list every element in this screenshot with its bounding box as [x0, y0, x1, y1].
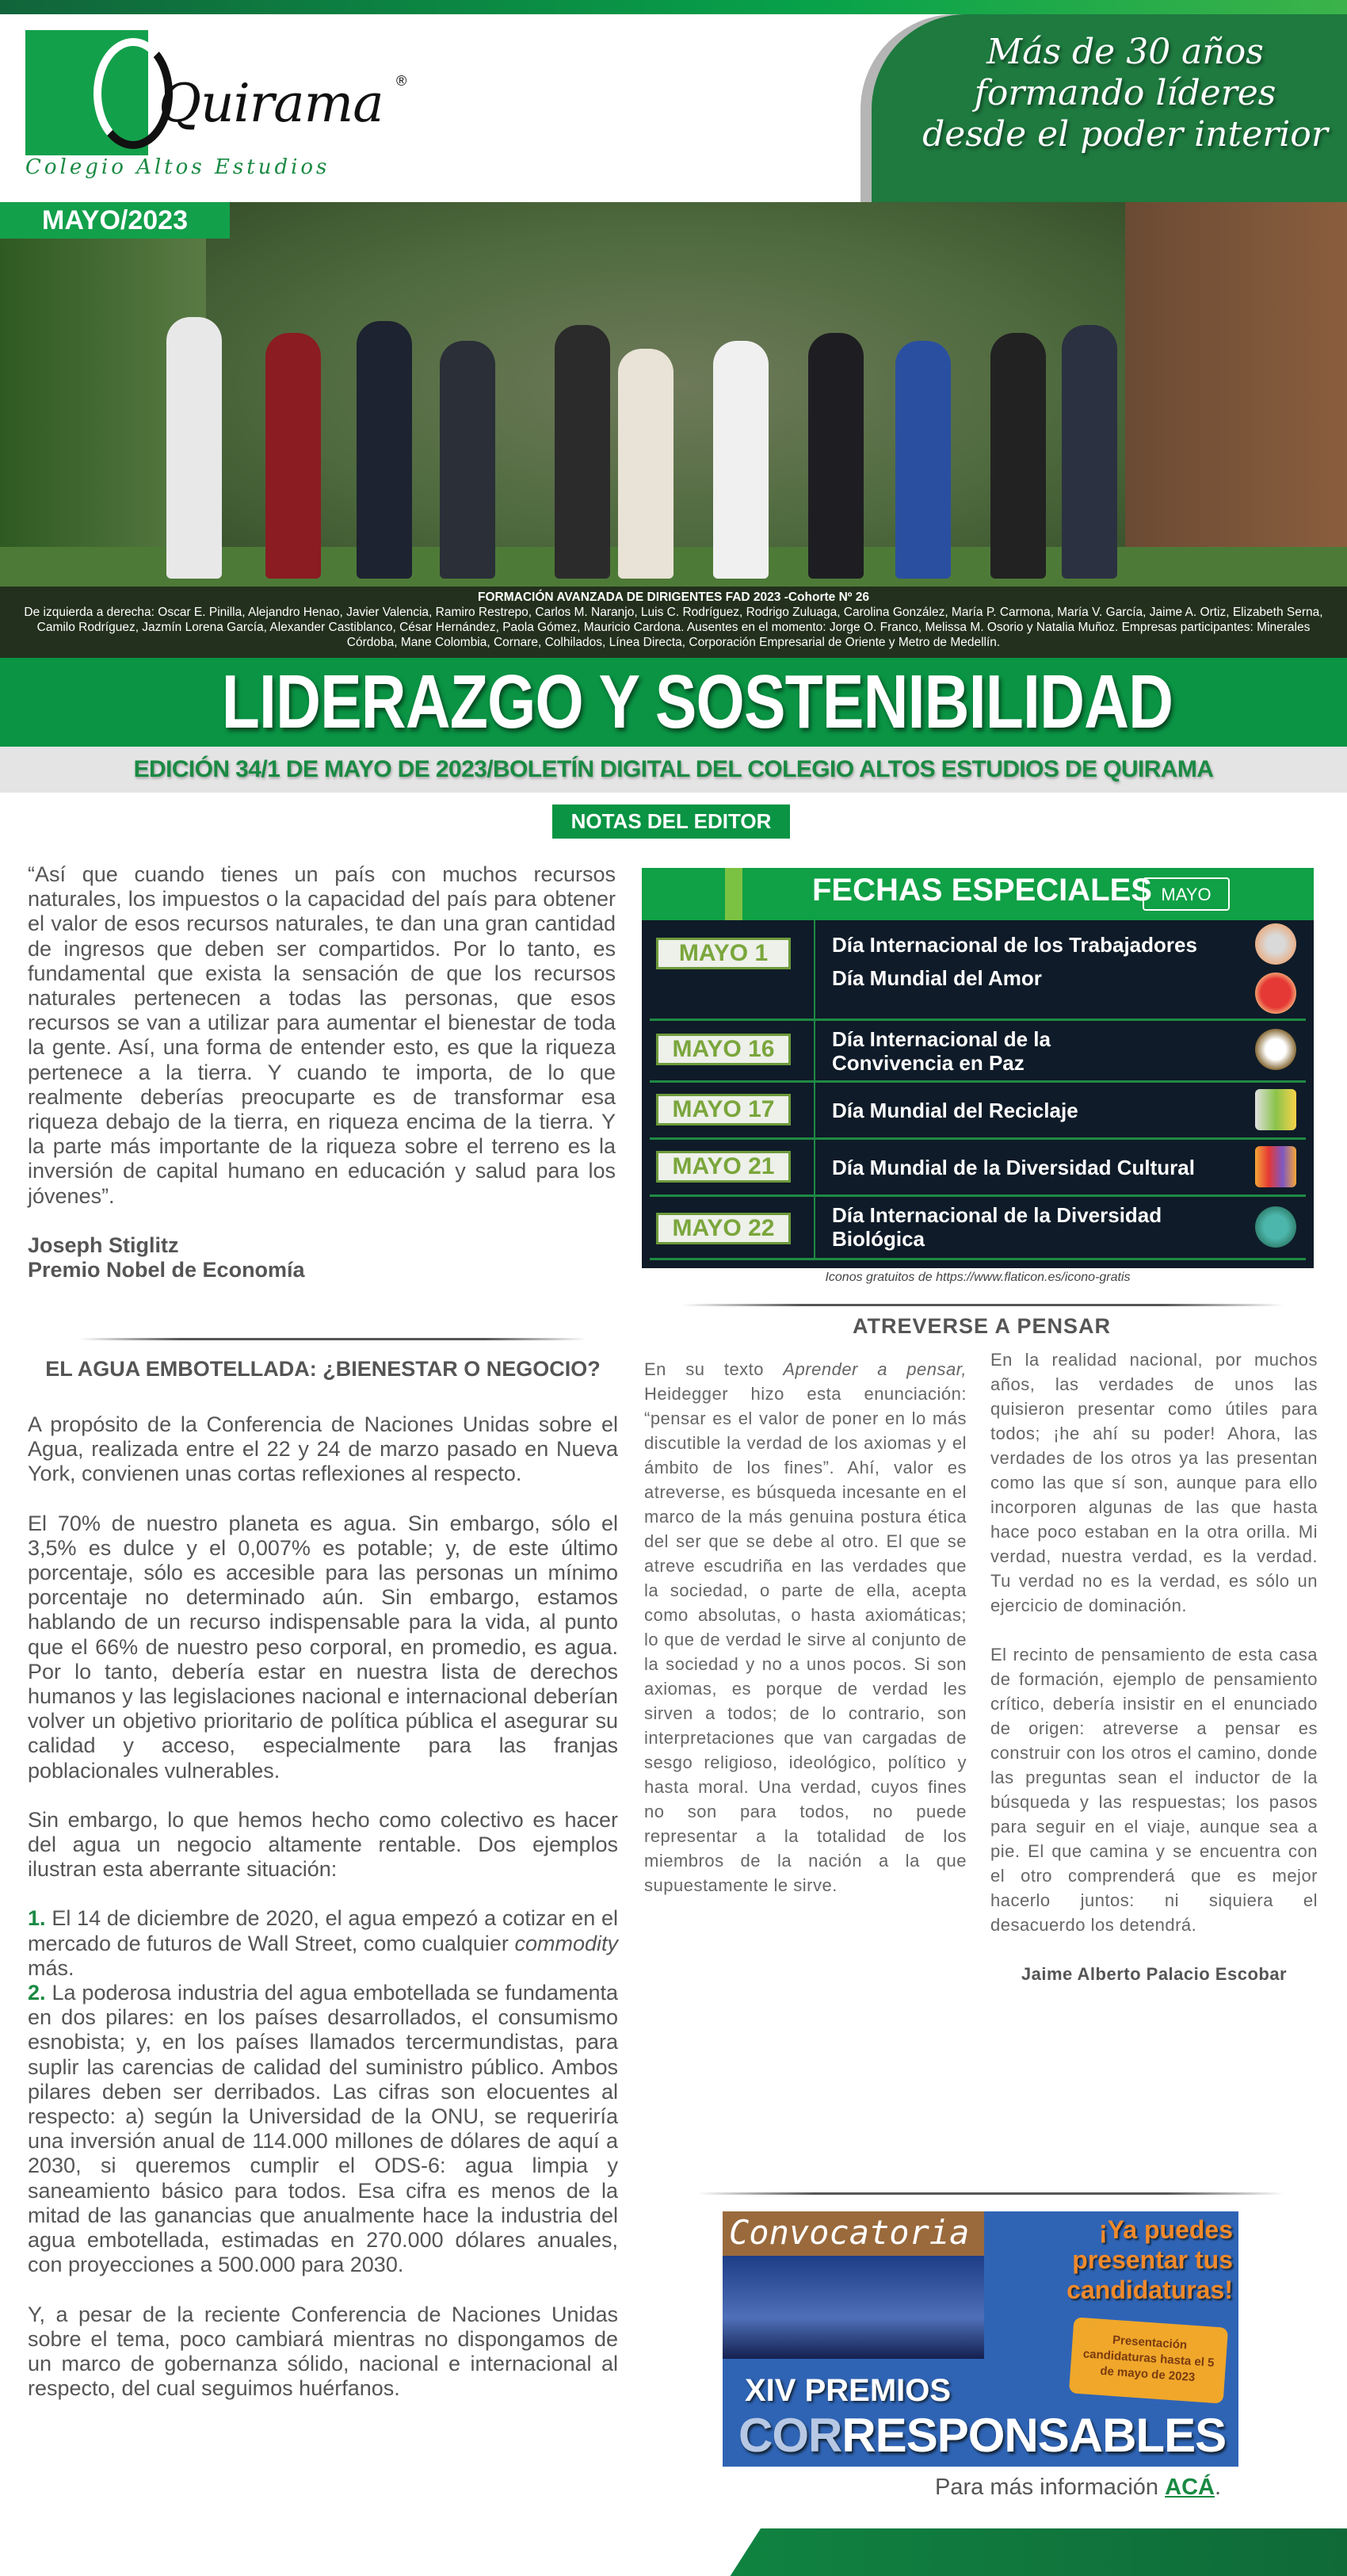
edition-line: EDICIÓN 34/1 DE MAYO DE 2023/BOLETÍN DIGITAL DEL COLEGIO ALTOS ESTUDIOS DE QUIRAMA	[133, 756, 1214, 782]
paragraph: Sin embargo, lo que hemos hecho como colectivo es hacer del agua un negocio altamente rentable. Dos ejemplos ilustran esta aberrante situación:	[28, 1807, 618, 1882]
photo-person	[808, 333, 864, 579]
event-label: Día Mundial del Reciclaje	[832, 1099, 1078, 1122]
more-info-text: Para más información	[935, 2475, 1159, 2500]
photo-person	[166, 317, 222, 579]
date-box: MAYO 17	[656, 1094, 791, 1126]
column-divider	[814, 1140, 815, 1194]
divider	[697, 2192, 1284, 2195]
banner-headline: ¡Ya puedes presentar tus candidaturas!	[1067, 2215, 1233, 2304]
column-divider	[814, 1197, 815, 1258]
book-title: Aprender a pensar,	[783, 1359, 967, 1379]
photo-person	[440, 341, 495, 579]
banner-deadline: Presentación candidaturas hasta el 5 de mayo de 2023	[1069, 2317, 1228, 2403]
slogan	[911, 32, 1339, 155]
list-text: La poderosa industria del agua embotellada se fundamenta en dos pilares: en los países desarrollados, el consumismo esnobista; y, en los países llamados tercermundistas, para suplir las carencias de calidad del suministro público. Ambos pilares deben ser derribados. Las cifras son elocuentes al respecto: a) según la Universidad de la ONU, se requeriría una inversión anual de 114.000 millones de dólares de aquí a 2030, si queremos cumplir el ODS-6: agua limpia y saneamiento básico para todos. Esa cifra es menos de la mitad de las ganancias que anualmente hace la industria del agua embotellada, estimadas en 270.000 dólares anuales, con proyecciones a 500.000 para 2030.	[28, 1981, 618, 2277]
dove-scales-icon	[1255, 1029, 1296, 1070]
column-divider	[814, 920, 815, 1019]
more-info-period: .	[1214, 2475, 1222, 2500]
divider	[681, 1304, 1284, 1306]
event-label: Día Internacional de la Convivencia en Paz	[832, 1027, 1051, 1075]
top-accent-bar	[0, 0, 1347, 14]
photo-person	[713, 341, 769, 579]
caption-text: De izquierda a derecha: Oscar E. Pinilla, Alejandro Henao, Javier Valencia, Ramiro Restrepo, Carlos M. Naranjo, Luis C. Rodríguez, Rodrigo Zuluaga, Carolina González, María P. Carmona, María V. García, Jaime A. Ortiz, Elizabeth Serna, Camilo Rodríguez, Jazmín Lorena García, Alexander Castiblanco, César Hernández, Paola Gómez, Mauricio Cardona. Ausentes en el momento: Jorge O. Franco, Melissa M. Osorio y Natalia Muñoz. Empresas participantes: Minerales Córdoba, Mane Colombia, Cornare, Colhilados, Línea Directa, Corporación Empresarial de Oriente y Metro de Medellín.	[24, 606, 1323, 649]
list-number: 1.	[28, 1906, 46, 1931]
article-heading-agua: EL AGUA EMBOTELLADA: ¿BIENESTAR O NEGOCIO?	[45, 1357, 601, 1381]
paragraph: A propósito de la Conferencia de Naciones Unidas sobre el Agua, realizada entre el 22 y 24 de marzo pasado en Nueva York, convienen unas cortas reflexiones al respecto.	[28, 1412, 618, 1486]
list-number: 2.	[28, 1981, 46, 2005]
calendar-month-icon: MAYO	[1143, 877, 1230, 911]
editor-notes-label: NOTAS DEL EDITOR	[552, 805, 790, 839]
heart-hands-icon	[1255, 973, 1296, 1014]
banner-cor: COR	[738, 2409, 842, 2462]
newsletter-title: LIDERAZGO Y SOSTENIBILIDAD	[221, 659, 1173, 744]
slogan-line: Más de 30 años	[986, 32, 1264, 72]
recycle-bins-icon	[1255, 1089, 1296, 1130]
paragraph: El recinto de pensamiento de esta casa de formación, ejemplo de pensamiento crítico, debería insistir en el enunciado de origen: atreverse a pensar es construir con los otros el camino, donde las preguntas sean el inductor de la búsqueda y las respuestas; los pasos para seguir en el viaje, aunque sea a pie. El que camina y se encuentra con el otro comprenderá que es mejor hacerlo juntos: ni siquiera el desacuerdo los detendrá.	[990, 1645, 1318, 1935]
logo-wordmark: Quirama	[158, 73, 383, 134]
caption-title: FORMACIÓN AVANZADA DE DIRIGENTES FAD 2023 -Cohorte Nº 26	[478, 590, 869, 604]
more-info	[935, 2475, 1221, 2501]
registered-mark: ®	[396, 73, 407, 89]
photo-person	[618, 349, 674, 579]
list-text-italic: commodity	[514, 1931, 618, 1955]
article-atreverse-column-2	[990, 1347, 1318, 1986]
quote-author-title: Premio Nobel de Economía	[28, 1258, 305, 1282]
issue-month-tag: MAYO/2023	[0, 202, 230, 239]
event-label: Día Internacional de la Diversidad Biológica	[832, 1203, 1162, 1251]
paragraph	[644, 1357, 967, 1898]
icons-credit: Iconos gratuitos de https://www.flaticon.es/icono-gratis	[825, 1271, 1131, 1284]
slogan-line: desde el poder interior	[922, 114, 1328, 155]
date-row	[650, 1140, 1306, 1197]
list-text: más.	[28, 1955, 74, 1980]
article-atreverse-column-1	[644, 1357, 967, 1922]
premios-corresponsables-banner[interactable]	[723, 2211, 1238, 2467]
divider	[79, 1338, 586, 1340]
banner-responsables: RESPONSABLES	[841, 2409, 1227, 2462]
banner-convocatoria: Convocatoria	[729, 2213, 970, 2252]
date-box: MAYO 21	[656, 1151, 791, 1183]
date-row	[650, 1021, 1306, 1083]
banner-trophy-image	[723, 2256, 984, 2359]
quote-text: “Así que cuando tienes un país con muchos recursos naturales, los impuestos o la capacidad del país para obtener el valor de esos recursos naturales, te dan una gran cantidad de ingresos que deben ser compartidos. Por lo tanto, es fundamental que exista la sensación de que los recursos naturales pertenecen a todas las personas, que esos recursos se van a utilizar para aumentar el bienestar de toda la gente. Así, una forma de entender esto, es que la riqueza pertenece a la tierra. Y cuando te importa, de lo que realmente deberías preocuparte es de transformar esa riqueza debajo de la tierra, en riqueza encima de la tierra. Y la parte más importante de la riqueza sobre el terreno es la inversión de capital humano en educación y salud para los jóvenes”.	[28, 862, 616, 1208]
list-item	[28, 1906, 618, 1981]
edition-band	[0, 747, 1347, 793]
date-box: MAYO 1	[656, 938, 791, 969]
photo-person	[265, 333, 321, 579]
paragraph: Y, a pesar de la reciente Conferencia de Naciones Unidas sobre el tema, poco cambiará mientras no dispongamos de un marco de gobernanza sólido, nacional e internacional al respecto, del cual seguimos huérfanos.	[28, 2302, 618, 2401]
date-box: MAYO 22	[656, 1213, 791, 1244]
photo-person	[895, 341, 951, 579]
date-row	[650, 1083, 1306, 1140]
photo-person	[357, 321, 412, 579]
photo-person	[1062, 325, 1117, 579]
photo-person	[990, 333, 1046, 579]
banner-premios: XIV PREMIOS	[745, 2373, 952, 2408]
paragraph-text: En su texto	[644, 1359, 765, 1379]
list-item	[28, 1981, 618, 2277]
microscope-biology-icon	[1255, 1206, 1296, 1248]
header-accent-strip	[725, 868, 742, 920]
list-text: El 14 de diciembre de 2020, el agua empezó a cotizar en el mercado de futuros de Wall Street, como cualquier	[28, 1906, 618, 1955]
date-box: MAYO 16	[656, 1034, 791, 1065]
event-label: Día Mundial de la Diversidad Cultural	[832, 1156, 1195, 1179]
article-agua-body	[28, 1412, 618, 2425]
paragraph: El 70% de nuestro planeta es agua. Sin embargo, sólo el 3,5% es dulce y el 0,007% es potable; y, de este último porcentaje, sólo es accesible para las personas un mínimo porcentaje no determinado aún. Sin embargo, estamos hablando de un recurso indispensable para la vida, al punto que el 66% de nuestro peso corporal, en promedio, es agua. Por lo tanto, debería estar en nuestra lista de derechos humanos y las legislaciones nacional e internacional deberían volver un objetivo prioritario de política pública el asegurar su calidad y acceso, especialmente para las franjas poblacionales vulnerables.	[28, 1511, 618, 1783]
photo-caption	[0, 587, 1347, 658]
article-heading-atreverse: ATREVERSE A PENSAR	[852, 1314, 1112, 1338]
special-dates-table	[642, 868, 1314, 1268]
event-label: Día Internacional de los Trabajadores	[832, 933, 1197, 957]
title-band	[0, 658, 1347, 747]
date-row	[650, 1197, 1306, 1260]
quote-author: Joseph Stiglitz	[28, 1233, 179, 1257]
event-label: Día Mundial del Amor	[832, 966, 1042, 990]
bottom-bar-cutout	[0, 2528, 761, 2576]
banner-corresponsables	[738, 2408, 1226, 2463]
editor-quote	[28, 862, 616, 1282]
article-author: Jaime Alberto Palacio Escobar	[1021, 1964, 1288, 1984]
column-divider	[814, 1083, 815, 1137]
slogan-line: formando líderes	[974, 73, 1276, 113]
column-divider	[814, 1021, 815, 1080]
paragraph-text: Heidegger hizo esta enunciación: “pensar es el valor de poner en lo más discutible la verdad de los axiomas y el ámbito de los fines”. Ahí, valor es atreverse, es búsqueda incesante en el marco de la más genuina postura ética del ser que se debe al otro. El que se atreve escudriña en las verdades que la sociedad, o parte de ella, acepta como absolutas, o hasta axiomáticas; lo que de verdad le sirve al conjunto de la sociedad y no a unos pocos. Si son axiomas, es porque de verdad les sirven a todos; de lo contrario, son interpretaciones que van cargadas de sesgo religioso, ideológico, político y hasta moral. Una verdad, cuyos fines no son para todos, no puede representar a la totalidad de los miembros de la nación a la que supuestamente le sirve.	[644, 1384, 967, 1895]
date-row	[650, 920, 1306, 1021]
diverse-people-icon	[1255, 1146, 1296, 1187]
logo-subtitle: Colegio Altos Estudios	[25, 155, 330, 179]
handshake-workers-icon	[1255, 923, 1296, 965]
paragraph: En la realidad nacional, por muchos años, las verdades de unos las quisieron presentar como útiles para todos; ¡he ahí su poder! Ahora, las verdades de los otros ya las presentan como las que sí son, aunque para ello incorporen algunas de las que hasta hace poco estaban en la otra orilla. Mi verdad, nuestra verdad, es la verdad. Tu verdad no es la verdad, es sólo un ejercicio de dominación.	[990, 1350, 1318, 1615]
photo-person	[555, 325, 610, 579]
more-info-link[interactable]: ACÁ	[1165, 2475, 1215, 2500]
special-dates-title: FECHAS ESPECIALES	[812, 873, 1152, 908]
